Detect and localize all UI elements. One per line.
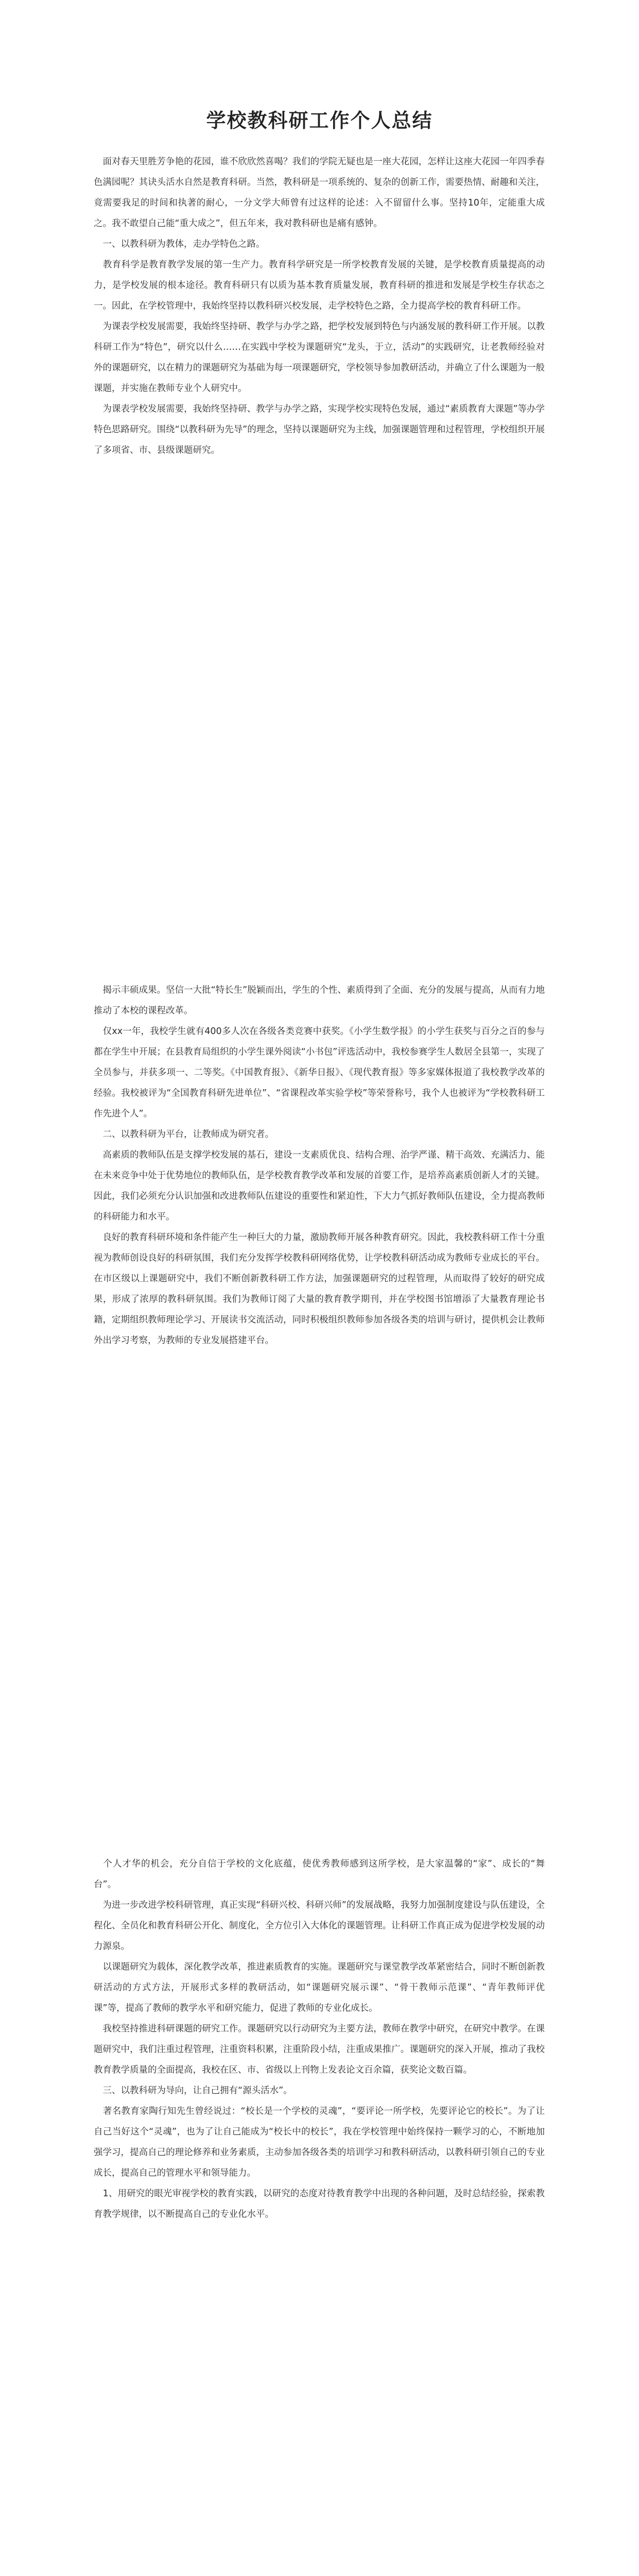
paragraph: 为进一步改进学校科研管理，真正实现“科研兴校、科研兴师”的发展战略，我努力加强制度建设与队伍建设，全程化、全员化和教育科研公开化、制度化，全方位引入大体化的课题管理。让科研工作真正成为促进学校发展的动力源泉。	[94, 1900, 545, 1952]
paragraph: 为课表学校发展需要，我始终坚持研、教学与办学之路，实现学校实现特色发展，通过“素质教育大课题”等办学特色思路研究。围绕“以教科研为先导”的理念，坚持以课题研究为主线，加强课题管理和过程管理，学校组织开展了多项省、市、县级课题研究。	[94, 404, 545, 455]
paragraph: 我校坚持推进科研课题的研究工作。课题研究以行动研究为主要方法，教师在教学中研究，在研究中教学。在课题研究中，我们注重过程管理，注重资料积累，注重阶段小结，注重成果推广。课题研究的深入开展，推动了我校教育教学质量的全面提高，我校在区、市、省级以上刊物上发表论文百余篇，获奖论文数百篇。	[94, 2024, 545, 2075]
section-heading: 三、以教科研为导向，让自己拥有“源头活水”。	[94, 2086, 292, 2096]
body-section-1	[94, 151, 545, 461]
paragraph: 高素质的教师队伍是支撑学校发展的基石，建设一支素质优良、结构合理、治学严谨、精干高效、充满活力、能在未来竞争中处于优势地位的教师队伍，是学校教育教学改革和发展的首要工作，是培养高素质创新人才的关键。因此，我们必须充分认识加强和改进教师队伍建设的重要性和紧迫性，下大力气抓好教师队伍建设，全力提高教师的科研能力和水平。	[94, 1150, 545, 1222]
body-section-3	[94, 1854, 545, 2225]
paragraph: 1、用研究的眼光审视学校的教育实践，以研究的态度对待教育教学中出现的各种问题，及时总结经验，探索教育教学规律，以不断提高自己的专业化水平。	[94, 2189, 545, 2219]
paragraph: 以课题研究为载体，深化教学改革，推进素质教育的实施。课题研究与课堂教学改革紧密结合，同时不断创新教研活动的方式方法，开展形式多样的教研活动，如“课题研究展示课”、“骨干教师示范课”、“青年教师评优课”等，提高了教师的教学水平和研究能力，促进了教师的专业化成长。	[94, 1962, 545, 2013]
page-title: 学校教科研工作个人总结	[206, 109, 433, 132]
section-heading: 一、以教科研为教体，走办学特色之路。	[94, 239, 265, 249]
paragraph: 揭示丰硕成果。坚信一大批“特长生”脱颖而出，学生的个性、素质得到了全面、充分的发展与提高，从而有力地推动了本校的课程改革。	[94, 985, 545, 1016]
paragraph: 著名教育家陶行知先生曾经说过：“校长是一个学校的灵魂”，“要评论一所学校，先要评论它的校长”。为了让自己当好这个“灵魂”，也为了让自己能成为“校长中的校长”，我在学校管理中始终保持一颗学习的心，不断地加强学习，提高自己的理论修养和业务素质，主动参加各级各类的培训学习和教科研活动，以教科研引领自己的专业成长，提高自己的管理水平和领导能力。	[94, 2106, 545, 2178]
paragraph: 个人才华的机会，充分自信于学校的文化底蕴，使优秀教师感到这所学校，是大家温馨的“家”、成长的“舞台”。	[94, 1859, 545, 1890]
paragraph: 面对春天里胜芳争艳的花园，谁不欣欣然喜喝？我们的学院无疑也是一座大花园，怎样让这座大花园一年四季春色满园呢？其诀头活水自然是教育科研。当然，教科研是一项系统的、复杂的创新工作，需要热情、耐趣和关注，竟需要我足的时间和执著的耐心，一分文学大师曾有过这样的论述：入不留留什么事。坚持10年，定能重大成之。我不敢望自己能“重大成之”，但五年来，我对教科研也是痛有感钟。	[94, 157, 545, 229]
paragraph: 为课表学校发展需要，我始终坚持研、教学与办学之路，把学校发展到特色与内涵发展的教科研工作开展。以教科研工作为“特色”，研究以什么……在实践中学校为课题研究“龙头，于立，活动”的实践研究，让老教师经验对外的课题研究，以在精力的课题研究为基础为每一项课题研究，学校领导参加教研活动，并确立了什么课题为一般课题，并实施在教师专业个人研究中。	[94, 321, 545, 394]
paragraph: 良好的教育科研环境和条件能产生一种巨大的力量，激励教师开展各种教育研究。因此，我校教科研工作十分重视为教师创设良好的科研氛围，我们充分发挥学校教科研网络优势，让学校教科研活动成为教师专业成长的平台。在市区级以上课题研究中，我们不断创新教科研工作方法，加强课题研究的过程管理，从而取得了较好的研究成果，形成了浓厚的教科研氛围。我们为教师订阅了大量的教育教学期刊，并在学校图书馆增添了大量教育理论书籍，定期组织教师理论学习、开展读书交流活动，同时积极组织教师参加各级各类的培训与研讨，提供机会让教师外出学习考察，为教师的专业发展搭建平台。	[94, 1232, 545, 1346]
section-heading: 二、以教科研为平台，让教师成为研究者。	[94, 1129, 274, 1140]
paragraph: 仅xx一年，我校学生就有400多人次在各级各类竞赛中获奖。《小学生数学报》的小学生获奖与百分之百的参与都在学生中开展；在县教育局组织的小学生课外阅读“小书包”评选活动中，我校参赛学生人数居全县第一，实现了全员参与，并获多项一、二等奖。《中国教育报》、《新华日报》、《现代教育报》等多家媒体报道了我校教学改革的经验。我校被评为“全国教育科研先进单位”、“省课程改革实验学校”等荣誉称号，我个人也被评为“学校教科研工作先进个人”。	[94, 1026, 545, 1119]
body-section-2	[94, 980, 545, 1351]
paragraph: 教育科学是教育教学发展的第一生产力。教育科学研究是一所学校教育发展的关键，是学校教育质量提高的动力，是学校发展的根本途径。教育科研只有以质为基本教育质量发展，教育科研的推进和发展是学校生存状态之一。因此，在学校管理中，我始终坚持以教科研兴校发展，走学校特色之路，全力提高学校的教育科研工作。	[94, 260, 545, 311]
